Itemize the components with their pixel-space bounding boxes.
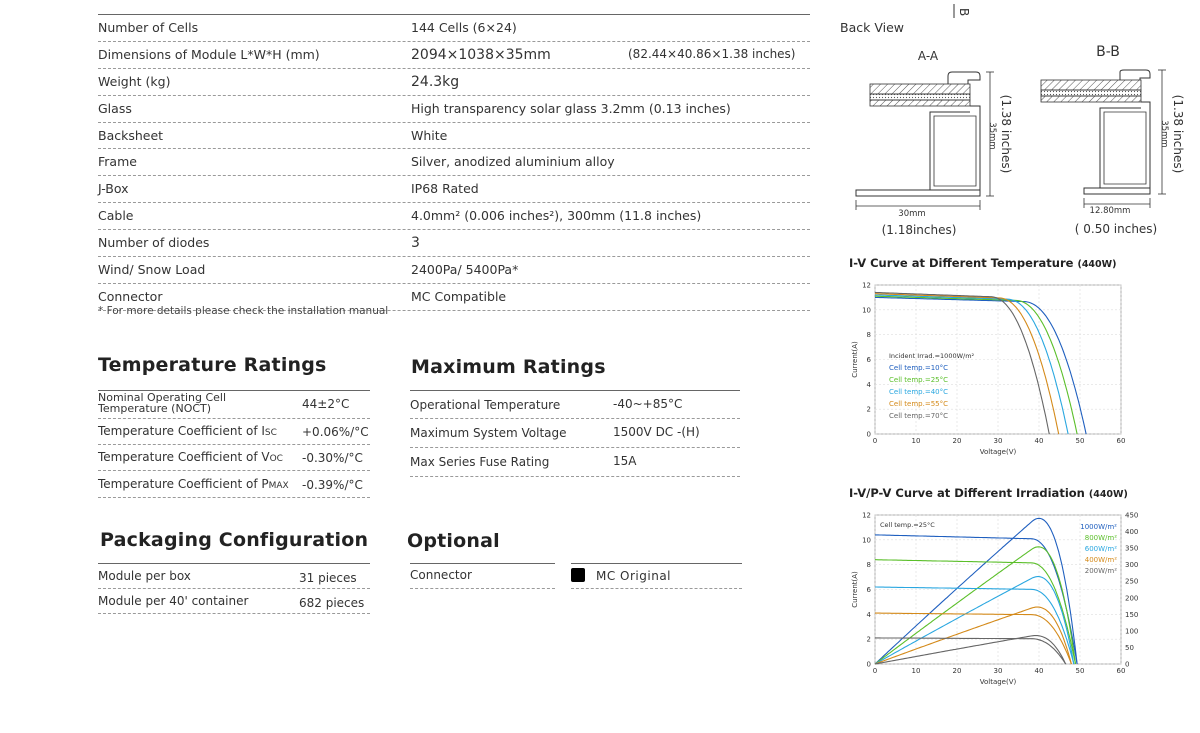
y2-tick-label: 350 <box>1125 544 1139 553</box>
noct-label: Nominal Operating Cell Temperature (NOCT) <box>98 391 227 415</box>
x-tick-label: 10 <box>911 437 921 445</box>
x-tick-label: 0 <box>872 437 878 445</box>
y-tick-label: 2 <box>866 635 871 644</box>
spec-value: Silver, anodized aluminium alloy <box>411 154 615 170</box>
legend-entry: Cell temp.=25°C <box>889 376 949 384</box>
spec-label: Glass <box>98 100 132 116</box>
x-tick-label: 60 <box>1116 667 1126 675</box>
y-axis-label: Current(A) <box>851 571 859 608</box>
y2-tick-label: 50 <box>1125 643 1134 652</box>
x-tick-label: 50 <box>1075 667 1085 675</box>
spec-label: Backsheet <box>98 127 164 143</box>
legend-entry: 800W/m² <box>1084 534 1117 542</box>
table-row <box>410 419 740 448</box>
module-per-box-label: Module per box <box>98 569 191 583</box>
y2-tick-label: 250 <box>1125 577 1139 586</box>
chart-annotation: Cell temp.=25°C <box>880 521 935 529</box>
noct-value: 44±2°C <box>302 397 350 411</box>
x-tick-label: 40 <box>1034 667 1044 675</box>
spec-label: Frame <box>98 154 137 170</box>
spec-value: White <box>411 127 448 143</box>
spec-row <box>98 15 810 42</box>
x-axis-label: Voltage(V) <box>979 678 1017 686</box>
x-tick-label: 40 <box>1034 437 1044 445</box>
operational-temperature-value: -40~+85°C <box>613 397 683 411</box>
aa-height-mm: 35mm <box>987 122 997 150</box>
y-tick-label: 10 <box>862 306 871 315</box>
iv-pv-irradiation-chart <box>840 506 1160 696</box>
specifications-table <box>98 14 810 311</box>
y2-tick-label: 400 <box>1125 528 1139 537</box>
x-tick-label: 20 <box>952 667 962 675</box>
temperature-ratings-table <box>98 390 370 498</box>
voc-coefficient-value: -0.30%/°C <box>302 451 363 465</box>
chart-annotation: Incident Irrad.=1000W/m² <box>889 352 975 360</box>
spec-row <box>98 149 810 176</box>
y-tick-label: 12 <box>862 281 871 290</box>
spec-value: MC Compatible <box>411 288 507 304</box>
optional-title: Optional <box>407 530 500 552</box>
spec-label: Connector <box>98 288 163 304</box>
legend-entry: 1000W/m² <box>1080 523 1117 531</box>
y-tick-label: 6 <box>866 356 871 364</box>
spec-value: High transparency solar glass 3.2mm (0.13 inches) <box>411 100 731 116</box>
section-b-marker: B <box>957 8 971 17</box>
spec-row <box>98 230 810 257</box>
module-per-box-value: 31 pieces <box>299 571 357 585</box>
bb-height-inches: (1.38 inches) <box>1171 94 1185 174</box>
table-row <box>98 419 370 445</box>
x-axis-label: Voltage(V) <box>979 448 1017 456</box>
legend-entry: 600W/m² <box>1084 545 1117 553</box>
isc-coefficient-value: +0.06%/°C <box>302 425 369 439</box>
x-tick-label: 60 <box>1116 437 1126 445</box>
legend-entry: Cell temp.=55°C <box>889 400 949 408</box>
y-tick-label: 6 <box>866 586 871 594</box>
footnote: * For more details please check the installation manual <box>98 305 389 317</box>
spec-label: Dimensions of Module L*W*H (mm) <box>98 46 320 62</box>
y-tick-label: 4 <box>866 610 871 619</box>
spec-value-extra: (82.44×40.86×1.38 inches) <box>628 46 796 61</box>
spec-label: J-Box <box>98 181 129 197</box>
table-row <box>98 390 370 419</box>
aa-width-mm: 30mm <box>898 209 926 219</box>
optional-connector-value: MC Original <box>596 569 672 583</box>
x-tick-label: 20 <box>952 437 962 445</box>
aa-width-inches: (1.18inches) <box>881 223 957 237</box>
maximum-ratings-table <box>410 390 740 477</box>
max-fuse-rating-value: 15A <box>613 454 637 468</box>
y-tick-label: 4 <box>866 380 871 389</box>
max-fuse-rating-label: Max Series Fuse Rating <box>410 455 550 469</box>
voc-coefficient-label: Temperature Coefficient of VOC <box>98 450 283 464</box>
spec-label: Weight (kg) <box>98 73 171 89</box>
table-row <box>98 445 370 471</box>
spec-value: 4.0mm² (0.006 inches²), 300mm (11.8 inches) <box>411 208 702 224</box>
spec-value: IP68 Rated <box>411 181 479 197</box>
y2-tick-label: 200 <box>1125 594 1139 603</box>
max-system-voltage-label: Maximum System Voltage <box>410 426 567 440</box>
spec-label: Number of diodes <box>98 235 210 251</box>
y2-tick-label: 100 <box>1125 627 1139 636</box>
y-tick-label: 2 <box>866 405 871 414</box>
section-bb-label: B-B <box>1096 44 1120 60</box>
spec-row <box>98 257 810 284</box>
legend-entry: 400W/m² <box>1084 556 1117 564</box>
spec-value: 144 Cells (6×24) <box>411 20 517 35</box>
spec-row <box>98 203 810 230</box>
spec-value: 3 <box>411 235 420 252</box>
spec-value: 24.3kg <box>411 73 460 90</box>
section-aa-label: A-A <box>917 49 939 63</box>
x-tick-label: 30 <box>993 437 1003 445</box>
legend-entry: Cell temp.=10°C <box>889 364 949 372</box>
maximum-ratings-title: Maximum Ratings <box>411 356 606 378</box>
spec-label: Wind/ Snow Load <box>98 262 206 278</box>
spec-row <box>98 96 810 123</box>
bb-height-mm: 35mm <box>1159 120 1169 148</box>
table-row <box>98 589 370 614</box>
bb-width-inches: ( 0.50 inches) <box>1074 222 1158 236</box>
y2-tick-label: 300 <box>1125 561 1139 570</box>
back-view-label: Back View <box>840 20 904 35</box>
y-tick-label: 8 <box>866 561 871 570</box>
legend-entry: 200W/m² <box>1084 567 1117 575</box>
spec-row <box>98 42 810 69</box>
spec-value: 2094×1038×35mm <box>411 46 551 63</box>
connector-swatch-icon <box>571 568 585 582</box>
module-per-container-value: 682 pieces <box>299 596 365 610</box>
module-per-container-label: Module per 40' container <box>98 594 249 608</box>
pmax-coefficient-label: Temperature Coefficient of PMAX <box>98 477 289 491</box>
bb-width-mm: 12.80mm <box>1089 206 1131 216</box>
chart2-title: I-V/P-V Curve at Different Irradiation (440W) <box>849 486 1128 500</box>
x-tick-label: 0 <box>872 667 878 675</box>
spec-row <box>98 176 810 203</box>
packaging-table <box>98 563 370 614</box>
y-tick-label: 0 <box>866 430 871 439</box>
spec-label: Number of Cells <box>98 20 199 35</box>
y2-tick-label: 150 <box>1125 610 1139 619</box>
max-system-voltage-value: 1500V DC -(H) <box>613 425 700 439</box>
packaging-title: Packaging Configuration <box>100 529 369 551</box>
isc-coefficient-label: Temperature Coefficient of ISC <box>98 424 277 438</box>
legend-entry: Cell temp.=40°C <box>889 388 949 396</box>
table-row <box>410 391 740 419</box>
y-tick-label: 8 <box>866 331 871 340</box>
table-row <box>98 564 370 589</box>
legend-entry: Cell temp.=70°C <box>889 412 949 420</box>
iv-temperature-chart <box>840 276 1160 462</box>
y-tick-label: 0 <box>866 660 871 669</box>
operational-temperature-label: Operational Temperature <box>410 398 561 412</box>
spec-row <box>98 123 810 150</box>
pmax-coefficient-value: -0.39%/°C <box>302 478 363 492</box>
table-row <box>98 471 370 498</box>
chart1-title: I-V Curve at Different Temperature (440W) <box>849 256 1117 270</box>
section-aa-profile <box>856 72 994 210</box>
y-axis-label: Current(A) <box>851 341 859 378</box>
spec-value: 2400Pa/ 5400Pa* <box>411 262 519 278</box>
y-tick-label: 10 <box>862 536 871 545</box>
y2-tick-label: 0 <box>1125 660 1130 669</box>
y-tick-label: 12 <box>862 511 871 520</box>
section-bb-profile <box>1041 70 1166 208</box>
temperature-ratings-title: Temperature Ratings <box>98 354 327 376</box>
x-tick-label: 30 <box>993 667 1003 675</box>
optional-connector-label: Connector <box>410 568 472 582</box>
table-row <box>410 448 740 477</box>
frame-section-drawing <box>830 0 1200 245</box>
aa-height-inches: (1.38 inches) <box>999 94 1013 174</box>
spec-label: Cable <box>98 208 134 224</box>
x-tick-label: 50 <box>1075 437 1085 445</box>
y2-tick-label: 450 <box>1125 511 1139 520</box>
x-tick-label: 10 <box>911 667 921 675</box>
spec-row <box>98 69 810 96</box>
